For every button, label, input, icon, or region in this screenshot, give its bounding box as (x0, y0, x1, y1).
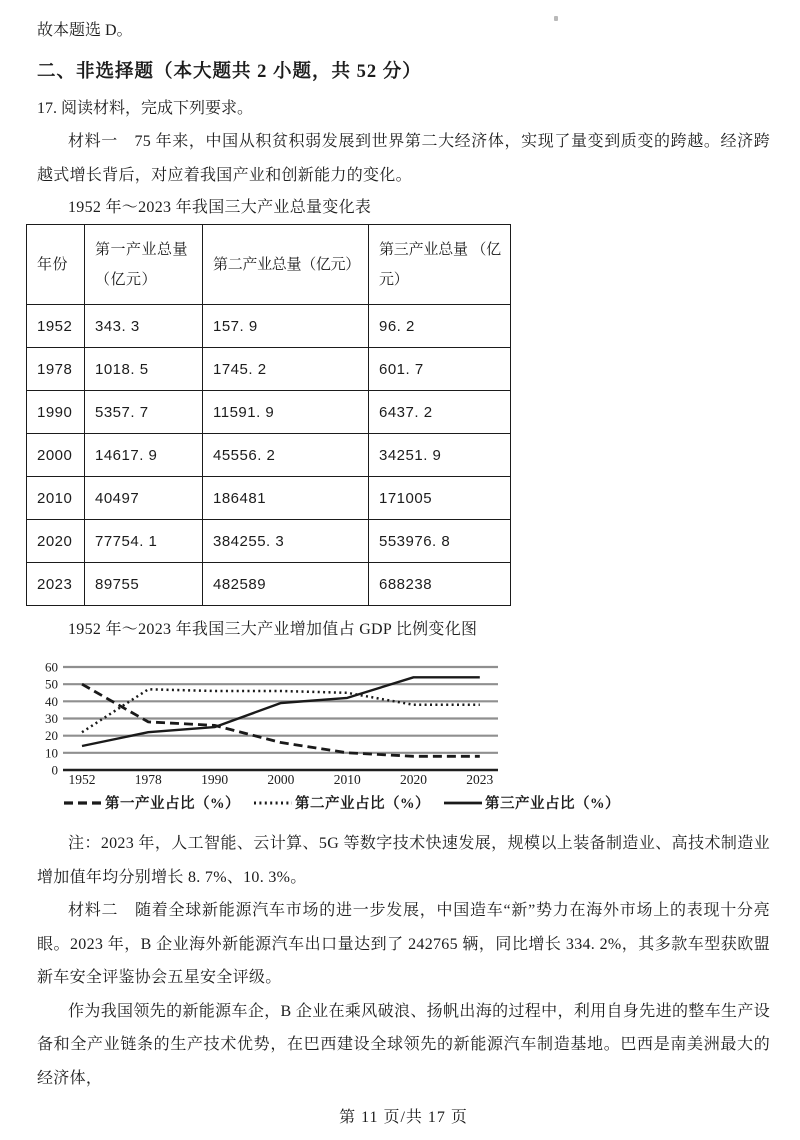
chart-note-paragraph: 注：2023 年，人工智能、云计算、5G 等数字技术快速发展，规模以上装备制造业、高技术制造业增加值年均分别增长 8. 7%、10. 3%。 (37, 835, 770, 886)
page-footer: 第 11 页/共 17 页 (339, 1109, 468, 1126)
table-cell: 553976. 8 (369, 520, 511, 563)
section-heading: 二、非选择题（本大题共 2 小题，共 52 分） (37, 62, 422, 82)
x-tick-label: 2020 (400, 772, 427, 787)
table-cell: 1952 (27, 305, 85, 348)
table-cell: 5357. 7 (85, 391, 203, 434)
answer-conclusion: 故本题选 D。 (37, 22, 133, 39)
legend-label: 第三产业占比（%） (485, 796, 620, 812)
legend-label: 第二产业占比（%） (295, 796, 430, 812)
table-row (27, 563, 511, 606)
legend-marker-dashed-icon (63, 797, 103, 809)
table-cell: 45556. 2 (203, 434, 369, 477)
material-two-continued-paragraph: 作为我国领先的新能源车企，B 企业在乘风破浪、扬帆出海的过程中，利用自身先进的整车生产设备和全产业链条的生产技术优势，在巴西建设全球领先的新能源汽车制造基地。巴西是南美洲最大的经济体， (37, 1002, 770, 1087)
legend-marker-dotted-icon (253, 797, 293, 809)
legend-item (443, 792, 620, 813)
table-cell: 688238 (369, 563, 511, 606)
table-row (27, 477, 511, 520)
legend-marker-solid-icon (443, 797, 483, 809)
table-row (27, 434, 511, 477)
legend-label: 第一产业占比（%） (105, 796, 240, 812)
table-cell: 6437. 2 (369, 391, 511, 434)
gdp-share-chart-plot (37, 656, 507, 790)
table-cell: 1990 (27, 391, 85, 434)
table-cell: 1745. 2 (203, 348, 369, 391)
scan-speck-artifact (554, 16, 558, 21)
table-cell: 1978 (27, 348, 85, 391)
y-tick-label: 0 (51, 762, 58, 778)
table-cell: 2020 (27, 520, 85, 563)
table-cell: 343. 3 (85, 305, 203, 348)
y-tick-label: 30 (45, 711, 58, 726)
table-cell: 384255. 3 (203, 520, 369, 563)
y-tick-label: 50 (45, 676, 58, 692)
table-cell: 11591. 9 (203, 391, 369, 434)
legend-item (253, 792, 430, 813)
x-tick-label: 2000 (267, 772, 295, 787)
legend-item (63, 792, 240, 813)
table-cell: 40497 (85, 477, 203, 520)
chart-title: 1952 年～2023 年我国三大产业增加值占 GDP 比例变化图 (68, 621, 478, 638)
y-tick-label: 20 (45, 728, 58, 744)
y-tick-label: 10 (45, 745, 58, 761)
industry-output-table (26, 224, 511, 606)
table-cell: 89755 (85, 563, 203, 606)
x-tick-label: 2023 (466, 772, 494, 787)
material-one-paragraph: 材料一 75 年来，中国从积贫积弱发展到世界第二大经济体，实现了量变到质变的跨越。经济跨越式增长背后，对应着我国产业和创新能力的变化。 (37, 133, 770, 184)
series-line-dotted (82, 689, 480, 732)
table-cell: 482589 (203, 563, 369, 606)
table-cell: 171005 (369, 477, 511, 520)
table-header-cell: 年份 (27, 225, 85, 305)
table-cell: 1018. 5 (85, 348, 203, 391)
table-cell: 601. 7 (369, 348, 511, 391)
y-tick-label: 40 (45, 693, 58, 709)
chart-legend (63, 792, 770, 813)
table-header-cell: 第二产业总量（亿元） (203, 225, 369, 305)
table-cell: 157. 9 (203, 305, 369, 348)
table-header-cell: 第三产业总量 （亿元） (369, 225, 511, 305)
x-tick-label: 1952 (68, 772, 96, 787)
table-title: 1952 年～2023 年我国三大产业总量变化表 (68, 199, 372, 216)
table-row (27, 348, 511, 391)
table-cell: 2010 (27, 477, 85, 520)
question-17-line: 17. 阅读材料，完成下列要求。 (37, 100, 254, 117)
gdp-share-chart (37, 656, 770, 813)
table-row (27, 520, 511, 563)
x-tick-label: 1978 (134, 772, 162, 787)
table-header-cell: 第一产业总量（亿元） (85, 225, 203, 305)
table-cell: 14617. 9 (85, 434, 203, 477)
table-row (27, 305, 511, 348)
material-two-paragraph: 材料二 随着全球新能源汽车市场的进一步发展，中国造车“新”势力在海外市场上的表现十分亮眼。2023 年，B 企业海外新能源汽车出口量达到了 242765 辆，同比增长 334. 2%，其多款车型获欧盟新车安全评鉴协会五星安全评级。 (37, 902, 770, 986)
table-cell: 186481 (203, 477, 369, 520)
table-cell: 2000 (27, 434, 85, 477)
table-header-row (27, 225, 511, 305)
table-row (27, 391, 511, 434)
table-cell: 2023 (27, 563, 85, 606)
x-tick-label: 1990 (201, 772, 229, 787)
table-cell: 77754. 1 (85, 520, 203, 563)
y-tick-label: 60 (45, 659, 58, 675)
table-cell: 34251. 9 (369, 434, 511, 477)
table-cell: 96. 2 (369, 305, 511, 348)
x-tick-label: 2010 (333, 772, 361, 787)
